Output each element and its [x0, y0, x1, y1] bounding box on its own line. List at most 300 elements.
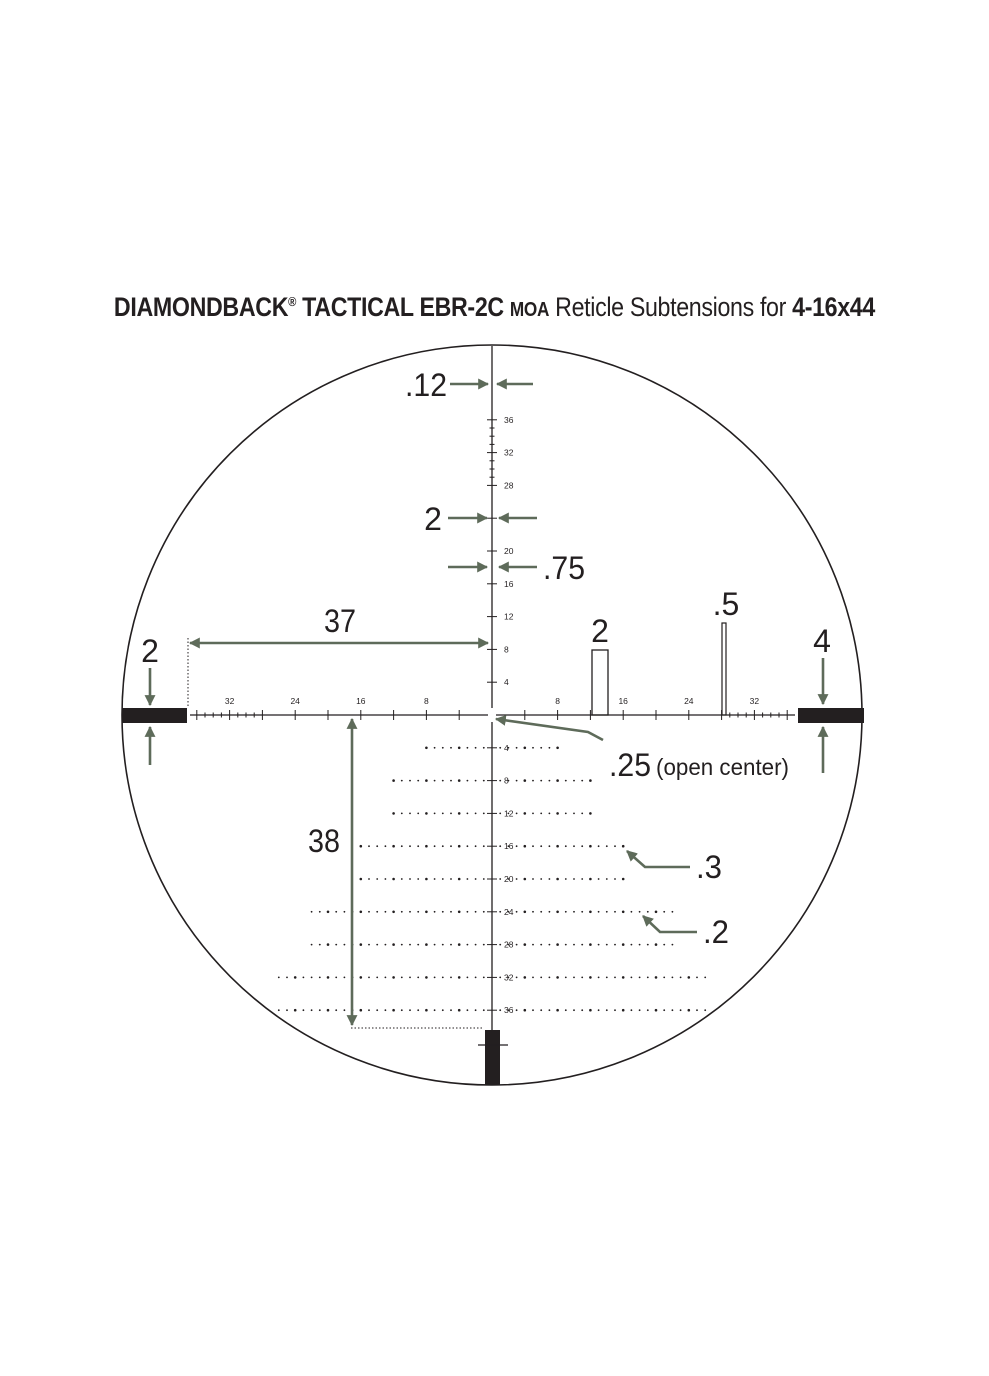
holdover-dot	[647, 977, 649, 979]
holdover-dot	[540, 911, 542, 913]
holdover-dot	[647, 911, 649, 913]
holdover-dot	[540, 780, 542, 782]
holdover-dot	[631, 944, 633, 946]
holdover-dot	[565, 1009, 567, 1011]
holdover-dot	[368, 977, 370, 979]
holdover-dot	[417, 944, 419, 946]
holdover-dot	[614, 878, 616, 880]
holdover-dot	[385, 845, 387, 847]
holdover-dot	[655, 1009, 658, 1012]
holdover-dot	[401, 845, 403, 847]
hash-mark-box	[592, 650, 608, 715]
holdover-dot	[467, 1009, 469, 1011]
vertical-tick-label: 28	[504, 480, 514, 491]
holdover-dot	[450, 878, 452, 880]
holdover-dot	[467, 813, 469, 815]
holdover-dot	[549, 878, 551, 880]
holdover-dot	[327, 911, 330, 914]
holdover-dot	[385, 977, 387, 979]
holdover-dot	[606, 845, 608, 847]
holdover-dot	[704, 1009, 706, 1011]
holdover-dot	[360, 911, 363, 914]
holdover-dot	[573, 944, 575, 946]
holdover-dot	[540, 944, 542, 946]
holdover-dot	[622, 943, 625, 946]
holdover-dot	[475, 813, 477, 815]
label-open-center-note: (open center)	[656, 754, 789, 780]
vertical-tick-label: 24	[504, 906, 514, 917]
holdover-dot	[532, 878, 534, 880]
holdover-dot	[614, 944, 616, 946]
holdover-dot	[442, 977, 444, 979]
holdover-dot	[417, 878, 419, 880]
holdover-dot	[540, 747, 542, 749]
holdover-dot	[467, 845, 469, 847]
holdover-dot	[532, 977, 534, 979]
holdover-dot	[532, 845, 534, 847]
holdover-dot	[589, 779, 592, 782]
holdover-dot	[581, 813, 583, 815]
holdover-dot	[540, 813, 542, 815]
holdover-dot	[401, 878, 403, 880]
holdover-dot	[622, 976, 625, 979]
holdover-dot	[286, 1009, 288, 1011]
holdover-dot	[434, 944, 436, 946]
holdover-dot	[688, 1009, 691, 1012]
title-middle: Reticle Subtensions for	[555, 292, 787, 322]
holdover-dot	[622, 845, 625, 848]
label-line-width: .75	[543, 550, 585, 586]
holdover-dot	[680, 977, 682, 979]
holdover-dot	[434, 911, 436, 913]
holdover-dot	[516, 1009, 518, 1011]
holdover-dot	[549, 944, 551, 946]
label-open-center: .25	[609, 747, 651, 783]
holdover-dot	[425, 943, 428, 946]
holdover-dot	[581, 845, 583, 847]
holdover-dot	[565, 878, 567, 880]
holdover-dot	[335, 977, 337, 979]
holdover-dot	[360, 878, 363, 881]
label-vertical-extent: 38	[308, 823, 340, 859]
holdover-dot	[606, 944, 608, 946]
holdover-dot	[392, 943, 395, 946]
holdover-dot	[409, 845, 411, 847]
holdover-dot	[409, 813, 411, 815]
holdover-dot	[475, 878, 477, 880]
holdover-dot	[417, 780, 419, 782]
vertical-tick-label: 32	[504, 447, 514, 458]
label-right-post-thickness: 4	[813, 623, 831, 659]
holdover-dot	[450, 1009, 452, 1011]
holdover-dot	[458, 911, 461, 914]
left-thick-post	[122, 708, 187, 723]
vertical-tick-label: 8	[504, 775, 509, 786]
holdover-dot	[516, 813, 518, 815]
holdover-dot	[278, 1009, 280, 1011]
holdover-dot	[606, 878, 608, 880]
holdover-dot	[368, 911, 370, 913]
holdover-dot	[549, 977, 551, 979]
holdover-dot	[475, 977, 477, 979]
title-brand: DIAMONDBACK	[113, 292, 289, 322]
holdover-dot	[458, 878, 461, 881]
holdover-dot	[425, 1009, 428, 1012]
holdover-dot	[385, 911, 387, 913]
holdover-dot	[655, 911, 658, 914]
holdover-dot	[589, 812, 592, 815]
holdover-dot	[409, 1009, 411, 1011]
holdover-dot	[614, 1009, 616, 1011]
holdover-dot	[376, 878, 378, 880]
horizontal-tick-label: 16	[618, 696, 628, 706]
holdover-dot	[532, 1009, 534, 1011]
holdover-dot	[376, 977, 378, 979]
vertical-tick-label: 20	[504, 546, 514, 556]
holdover-dot	[672, 1009, 674, 1011]
holdover-dot	[598, 845, 600, 847]
holdover-dot	[549, 845, 551, 847]
holdover-dot	[319, 944, 321, 946]
holdover-dot	[467, 780, 469, 782]
holdover-dot	[409, 780, 411, 782]
holdover-dot	[311, 911, 313, 913]
holdover-dot	[655, 976, 658, 979]
holdover-dot	[417, 845, 419, 847]
holdover-dot	[499, 944, 501, 946]
holdover-dot	[327, 976, 330, 979]
holdover-dot	[516, 977, 518, 979]
holdover-dot	[483, 878, 485, 880]
holdover-dot	[639, 911, 641, 913]
holdover-dot	[540, 977, 542, 979]
holdover-dot	[532, 747, 534, 749]
holdover-dot	[581, 1009, 583, 1011]
holdover-dot	[549, 813, 551, 815]
holdover-dot	[442, 780, 444, 782]
holdover-dot	[598, 1009, 600, 1011]
holdover-dot	[360, 976, 363, 979]
holdover-dot	[639, 944, 641, 946]
holdover-dot	[614, 845, 616, 847]
vertical-tick-label: 4	[504, 742, 509, 753]
holdover-dot	[499, 1009, 501, 1011]
holdover-dot	[335, 911, 337, 913]
holdover-dot	[696, 1009, 698, 1011]
holdover-dot	[499, 780, 501, 782]
holdover-dot	[467, 944, 469, 946]
holdover-dot	[483, 1009, 485, 1011]
holdover-dot	[524, 976, 527, 979]
holdover-dot	[499, 813, 501, 815]
holdover-dot	[549, 747, 551, 749]
holdover-dot	[565, 911, 567, 913]
holdover-dot	[573, 1009, 575, 1011]
holdover-dot	[598, 977, 600, 979]
holdover-dot	[286, 977, 288, 979]
vertical-tick-label: 16	[504, 841, 514, 852]
holdover-dot	[565, 977, 567, 979]
holdover-dot	[573, 813, 575, 815]
holdover-dot	[614, 977, 616, 979]
holdover-dot	[556, 1009, 559, 1012]
holdover-dot	[385, 878, 387, 880]
holdover-dot	[442, 845, 444, 847]
holdover-dot	[663, 944, 665, 946]
holdover-dot	[442, 944, 444, 946]
holdover-dot	[425, 812, 428, 815]
holdover-dot	[450, 911, 452, 913]
holdover-dot	[524, 779, 527, 782]
holdover-dot	[565, 944, 567, 946]
holdover-dot	[499, 911, 501, 913]
holdover-dot	[319, 911, 321, 913]
holdover-dot	[442, 911, 444, 913]
holdover-dot	[589, 1009, 592, 1012]
holdover-dot	[639, 1009, 641, 1011]
holdover-dot	[475, 1009, 477, 1011]
holdover-dot	[581, 780, 583, 782]
holdover-dot	[327, 1009, 330, 1012]
holdover-dot	[319, 977, 321, 979]
vertical-tick-label: 8	[504, 644, 509, 655]
horizontal-tick-label: 24	[684, 696, 694, 706]
holdover-dot	[311, 1009, 313, 1011]
bottom-thick-post	[485, 1030, 500, 1085]
holdover-dot	[483, 747, 485, 749]
holdover-dot	[622, 911, 625, 914]
arrow-dot-size-large	[627, 851, 690, 867]
horizontal-tick-label: 24	[290, 696, 300, 706]
holdover-dot	[565, 845, 567, 847]
holdover-dot	[598, 878, 600, 880]
holdover-dot	[475, 780, 477, 782]
holdover-dot	[672, 911, 674, 913]
holdover-dot	[565, 813, 567, 815]
holdover-dot	[631, 911, 633, 913]
holdover-dot	[417, 1009, 419, 1011]
holdover-dot	[392, 779, 395, 782]
holdover-dot	[663, 911, 665, 913]
holdover-dot	[556, 943, 559, 946]
holdover-dot	[360, 1009, 363, 1012]
holdover-dot	[392, 878, 395, 881]
holdover-dot	[475, 944, 477, 946]
holdover-dot	[344, 911, 346, 913]
holdover-dot	[368, 878, 370, 880]
label-horizontal-extent: 37	[324, 603, 356, 639]
holdover-dot	[598, 944, 600, 946]
holdover-dot	[303, 977, 305, 979]
holdover-dot	[556, 911, 559, 914]
holdover-dot	[450, 813, 452, 815]
holdover-dot	[434, 878, 436, 880]
horizontal-tick-label: 16	[356, 696, 366, 706]
horizontal-tick-label: 8	[424, 696, 429, 706]
holdover-dot	[524, 812, 527, 815]
holdover-dot	[532, 813, 534, 815]
holdover-dot	[499, 845, 501, 847]
vertical-tick-label: 20	[504, 874, 514, 884]
holdover-dot	[524, 943, 527, 946]
holdover-dot	[573, 845, 575, 847]
holdover-dot	[425, 911, 428, 914]
holdover-dot	[524, 911, 527, 914]
holdover-dot	[409, 878, 411, 880]
holdover-dot	[549, 780, 551, 782]
holdover-dot	[622, 1009, 625, 1012]
title-model: TACTICAL EBR-2C	[302, 292, 504, 322]
holdover-dot	[401, 911, 403, 913]
vertical-tick-label: 16	[504, 578, 514, 589]
holdover-dot	[573, 878, 575, 880]
holdover-dot	[450, 780, 452, 782]
holdover-dot	[376, 845, 378, 847]
holdover-dot	[532, 911, 534, 913]
holdover-dot	[549, 911, 551, 913]
holdover-dot	[368, 1009, 370, 1011]
label-dot-size-large: .3	[696, 849, 722, 885]
holdover-dot	[631, 1009, 633, 1011]
holdover-dot	[475, 747, 477, 749]
holdover-dot	[556, 976, 559, 979]
holdover-dot	[549, 1009, 551, 1011]
holdover-dot	[532, 944, 534, 946]
vertical-tick-label: 32	[504, 972, 514, 983]
holdover-dot	[647, 1009, 649, 1011]
holdover-dot	[392, 976, 395, 979]
holdover-dot	[327, 943, 330, 946]
holdover-dot	[294, 1009, 297, 1012]
holdover-dot	[540, 845, 542, 847]
holdover-dot	[344, 944, 346, 946]
hash-mark-thin	[722, 623, 726, 715]
holdover-dot	[425, 747, 428, 750]
holdover-dot	[499, 747, 501, 749]
holdover-dot	[639, 977, 641, 979]
holdover-dot	[376, 944, 378, 946]
holdover-dot	[655, 943, 658, 946]
holdover-dot	[450, 977, 452, 979]
holdover-dot	[319, 1009, 321, 1011]
holdover-dot	[556, 779, 559, 782]
holdover-dot	[647, 944, 649, 946]
holdover-dot	[606, 1009, 608, 1011]
holdover-dot	[581, 878, 583, 880]
holdover-dot	[335, 944, 337, 946]
holdover-dot	[696, 977, 698, 979]
holdover-dot	[311, 944, 313, 946]
horizontal-tick-label: 32	[749, 696, 760, 706]
holdover-dot	[606, 977, 608, 979]
holdover-dot	[344, 1009, 346, 1011]
holdover-dot	[385, 944, 387, 946]
vertical-tick-label: 36	[504, 414, 514, 425]
holdover-dot	[516, 944, 518, 946]
title-unit: MOA	[509, 299, 550, 321]
label-left-post-thickness: 2	[141, 633, 159, 669]
holdover-dot	[516, 878, 518, 880]
holdover-dot	[556, 845, 559, 848]
holdover-dot	[392, 812, 395, 815]
holdover-dot	[483, 944, 485, 946]
right-thick-post	[798, 708, 864, 723]
holdover-dot	[376, 911, 378, 913]
holdover-dot	[475, 845, 477, 847]
vertical-tick-label: 28	[504, 939, 514, 950]
horizontal-tick-label: 32	[224, 696, 235, 706]
holdover-dot	[704, 977, 706, 979]
holdover-dot	[401, 977, 403, 979]
holdover-dot	[434, 845, 436, 847]
holdover-dot	[556, 812, 559, 815]
holdover-dot	[524, 878, 527, 881]
holdover-dot	[540, 878, 542, 880]
horizontal-tick-label: 8	[555, 696, 560, 706]
holdover-dot	[589, 878, 592, 881]
holdover-dot	[417, 911, 419, 913]
holdover-dot	[516, 780, 518, 782]
holdover-dot	[278, 977, 280, 979]
holdover-dot	[499, 878, 501, 880]
holdover-dot	[589, 911, 592, 914]
holdover-dot	[417, 977, 419, 979]
holdover-dot	[360, 845, 363, 848]
holdover-dot	[425, 976, 428, 979]
title-registered-mark: ®	[288, 294, 297, 309]
holdover-dot	[524, 1009, 527, 1012]
holdover-dot	[573, 977, 575, 979]
holdover-dot	[556, 878, 559, 881]
holdover-dot	[614, 911, 616, 913]
holdover-dot	[475, 911, 477, 913]
holdover-dot	[672, 977, 674, 979]
holdover-dot	[565, 780, 567, 782]
holdover-dot	[450, 747, 452, 749]
holdover-dot	[483, 977, 485, 979]
holdover-dot	[434, 977, 436, 979]
holdover-dot	[467, 977, 469, 979]
holdover-dot	[524, 747, 527, 750]
holdover-dot	[663, 977, 665, 979]
holdover-dot	[434, 747, 436, 749]
vertical-tick-label: 12	[504, 611, 514, 622]
holdover-dot	[589, 976, 592, 979]
holdover-dot	[467, 747, 469, 749]
holdover-dot	[516, 845, 518, 847]
holdover-dot	[392, 911, 395, 914]
holdover-dot	[368, 845, 370, 847]
holdover-dot	[589, 845, 592, 848]
holdover-dot	[434, 813, 436, 815]
holdover-dot	[467, 911, 469, 913]
holdover-dot	[532, 780, 534, 782]
holdover-dot	[581, 977, 583, 979]
holdover-dot	[392, 845, 395, 848]
holdover-dot	[385, 1009, 387, 1011]
holdover-dot	[376, 1009, 378, 1011]
holdover-dot	[442, 747, 444, 749]
holdover-dot	[606, 911, 608, 913]
holdover-dot	[442, 813, 444, 815]
holdover-dot	[573, 780, 575, 782]
holdover-dot	[409, 911, 411, 913]
vertical-tick-label: 4	[504, 677, 509, 688]
holdover-dot	[516, 911, 518, 913]
label-hash-width: .5	[712, 586, 740, 622]
holdover-dot	[458, 1009, 461, 1012]
holdover-dot	[425, 779, 428, 782]
